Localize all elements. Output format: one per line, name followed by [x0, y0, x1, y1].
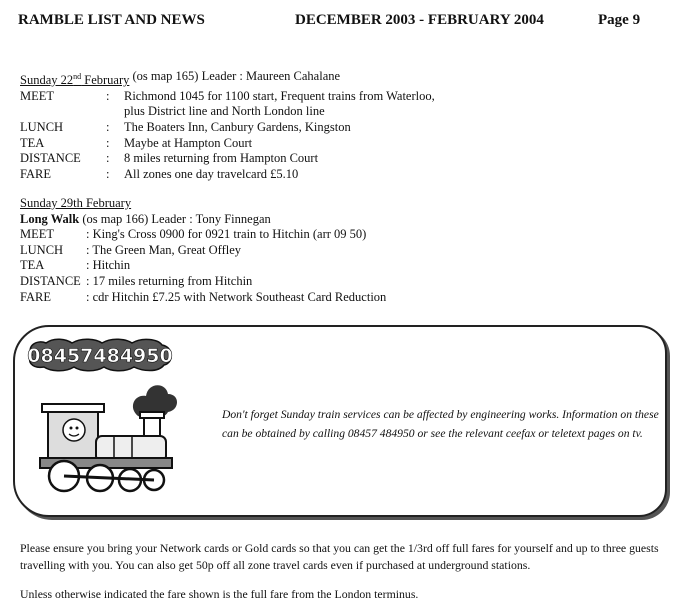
- walk-date: Sunday 29th February: [20, 196, 132, 210]
- walk-heading: [20, 69, 435, 89]
- detail-value: The Boaters Inn, Canbury Gardens, Kingston: [124, 119, 351, 134]
- detail-row: [20, 120, 435, 136]
- detail-colon: :: [106, 88, 110, 103]
- detail-row: [20, 167, 435, 183]
- walk-detail-rows: [20, 89, 435, 183]
- detail-value: Maybe at Hampton Court: [124, 135, 253, 150]
- detail-value: : King's Cross 0900 for 0921 train to Hitchin (arr 09 50): [86, 227, 367, 242]
- detail-row: [20, 243, 386, 259]
- walk-date-row: [20, 196, 386, 212]
- steam-train-icon: [30, 368, 180, 496]
- detail-row: [20, 89, 435, 105]
- walk-section-1: [20, 69, 435, 182]
- header-date-range: DECEMBER 2003 - FEBRUARY 2004: [295, 12, 544, 28]
- detail-row: [20, 136, 435, 152]
- detail-row: [20, 151, 435, 167]
- walk-heading: [20, 212, 386, 228]
- walk-section-2: [20, 196, 386, 305]
- detail-label: MEET: [20, 227, 55, 242]
- walk-detail-rows: [20, 227, 386, 305]
- page-number: Page 9: [598, 12, 641, 28]
- detail-value: Richmond 1045 for 1100 start, Frequent trains from Waterloo,: [124, 88, 435, 103]
- detail-label: DISTANCE: [20, 273, 81, 288]
- detail-label: DISTANCE: [20, 151, 81, 166]
- detail-colon: :: [106, 151, 110, 166]
- detail-value: : 17 miles returning from Hitchin: [86, 273, 253, 288]
- detail-value: All zones one day travelcard £5.10: [124, 166, 299, 181]
- detail-row: [20, 258, 386, 274]
- detail-label: FARE: [20, 166, 52, 181]
- walk-type: Long Walk: [20, 211, 80, 226]
- detail-row: [20, 227, 386, 243]
- detail-value: : cdr Hitchin £7.25 with Network Southeast Card Reduction: [86, 289, 387, 304]
- fare-note-paragraph: Unless otherwise indicated the fare shown is the full fare from the London terminus.: [20, 587, 419, 601]
- walk-info: (os map 165) Leader : Maureen Cahalane: [129, 69, 341, 83]
- network-card-paragraph: Please ensure you bring your Network cards or Gold cards so that you can get the 1/3rd off full fares for yourself and up to three guests travelling with you. You can also get 50p off all zone travel cards even if purchased at underground stations.: [20, 541, 659, 572]
- header-title: RAMBLE LIST AND NEWS: [18, 12, 205, 28]
- detail-label: MEET: [20, 88, 55, 103]
- detail-label: LUNCH: [20, 242, 64, 257]
- engineering-notice-text: Don't forget Sunday train services can be affected by engineering works. Information on these can be obtained by calling 08457 484950 or see the relevant ceefax or teletext pages on tv.: [222, 408, 659, 440]
- detail-value: plus District line and North London line: [124, 104, 325, 119]
- detail-label: TEA: [20, 135, 45, 150]
- detail-row: [20, 274, 386, 290]
- phone-number: 08457484950: [27, 345, 173, 367]
- detail-value: : The Green Man, Great Offley: [86, 242, 242, 257]
- detail-colon: :: [106, 119, 110, 134]
- detail-label: TEA: [20, 258, 45, 273]
- detail-label: FARE: [20, 289, 52, 304]
- detail-colon: [106, 104, 120, 120]
- detail-row: [20, 290, 386, 306]
- detail-label: [20, 104, 106, 120]
- detail-row: [20, 104, 435, 120]
- detail-value: : Hitchin: [86, 258, 131, 273]
- detail-colon: :: [106, 135, 110, 150]
- detail-label: LUNCH: [20, 119, 64, 134]
- walk-info: (os map 166) Leader : Tony Finnegan: [79, 211, 271, 226]
- walk-date: Sunday 22nd February: [20, 72, 130, 88]
- detail-colon: :: [106, 166, 110, 181]
- detail-value: 8 miles returning from Hampton Court: [124, 151, 319, 166]
